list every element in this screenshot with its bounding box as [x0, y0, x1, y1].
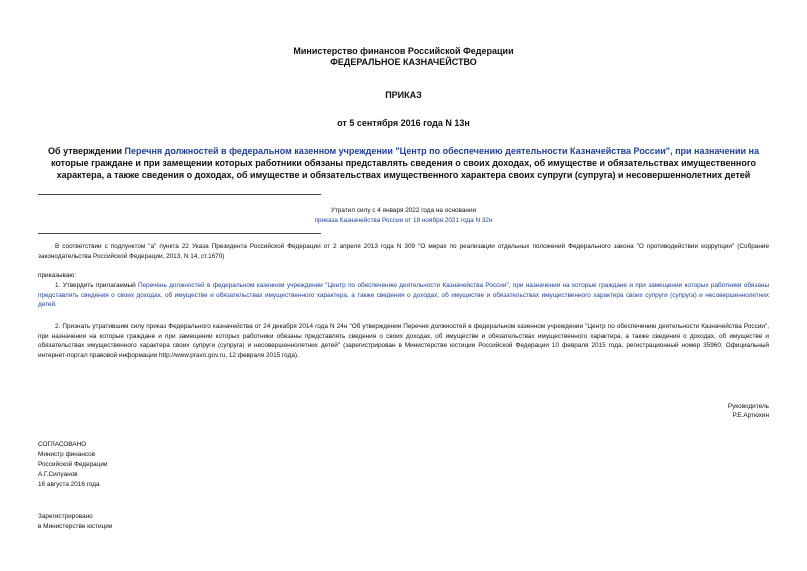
item-1-link[interactable]: Перечень должностей в федеральном казенном учреждении "Центр по обеспечению деятельности Казначейства России", при назначении на которые граждане и при замещении которых работники обязаны представлять сведения о своих доходах, об имуществе и обязательствах имущественного характера, а также сведения о доходах, об имуществе и обязательствах имущественного характера своих супруги (супруга) и несовершеннолетних детей. [38, 282, 769, 309]
approval-name: А.Г.Силуанов [38, 471, 78, 478]
title-link[interactable]: Перечня должностей в федеральном казенном учреждении "Центр по обеспечению деятельности Казначейства России", при назначении на [124, 146, 759, 156]
registration-line-2: в Министерстве юстиции [38, 523, 113, 530]
title-line-3: характера, а также сведения о доходах, об имуществе и обязательствах имущественного характера своих супруги (супруга) и несовершеннолетних детей [56, 170, 751, 180]
item-2: 2. Признать утратившим силу приказ Федерального казначейства от 24 декабря 2014 года N 24н "Об утверждении Перечня должностей в федеральном казенном учреждении "Центр по обеспечению деятельности Казначейства России", при назначении на которые граждане и при замещении которых работники обязаны представлять сведения о своих доходах, об имуществе и обязательствах имущественного характера, а также сведения о доходах, об имуществе и обязательствах имущественного характера своих супруги (супруга) и несовершеннолетних детей" (зарегистрирован в Министерстве юстиции Российской Федерации 10 февраля 2015 года, регистрационный номер 35960; Официальный интернет-портал правовой информации http://www.pravo.gov.ru, 12 февраля 2015 года). [38, 323, 769, 359]
doc-date: от 5 сентября 2016 года N 13н [337, 118, 470, 128]
doc-type: ПРИКАЗ [385, 90, 422, 100]
title-line-2: которые граждане и при замещении которых работники обязаны представлять сведения о своих доходах, об имуществе и обязательствах имущественного [51, 158, 756, 168]
item-1-start: 1. Утвердить прилагаемый [55, 282, 139, 289]
signature-name: Р.Е.Артюхин [732, 412, 769, 419]
document-title [40, 145, 767, 181]
divider-top [38, 194, 321, 195]
registration-line-1: Зарегистрировано [38, 513, 93, 520]
title-prefix: Об утверждении [48, 146, 125, 156]
treasury-name: ФЕДЕРАЛЬНОЕ КАЗНАЧЕЙСТВО [330, 57, 477, 67]
order-word: приказываю: [38, 272, 76, 279]
approval-date: 16 августа 2016 года [38, 481, 100, 488]
approval-position-1: Министр финансов [38, 451, 96, 458]
ministry-name: Министерство финансов Российской Федерации [293, 46, 514, 56]
approval-position-2: Российской Федерации [38, 461, 108, 468]
divider-bottom [38, 233, 321, 234]
preamble: В соответствии с подпунктом "а" пункта 22 Указа Президента Российской Федерации от 2 апреля 2013 года N 309 "О мерах по реализации отдельных положений Федерального закона "О противодействии коррупции" (Собрание законодательства Российской Федерации, 2013, N 14, ст.1670) [38, 243, 769, 260]
status-link[interactable]: приказа Казначейства России от 18 ноября 2021 года N 32н [314, 217, 493, 224]
approval-label: СОГЛАСОВАНО [38, 441, 87, 448]
signature-role: Руководитель [727, 403, 769, 410]
status-line: Утратил силу с 4 января 2022 года на основании [330, 207, 477, 214]
item-1 [38, 281, 769, 310]
